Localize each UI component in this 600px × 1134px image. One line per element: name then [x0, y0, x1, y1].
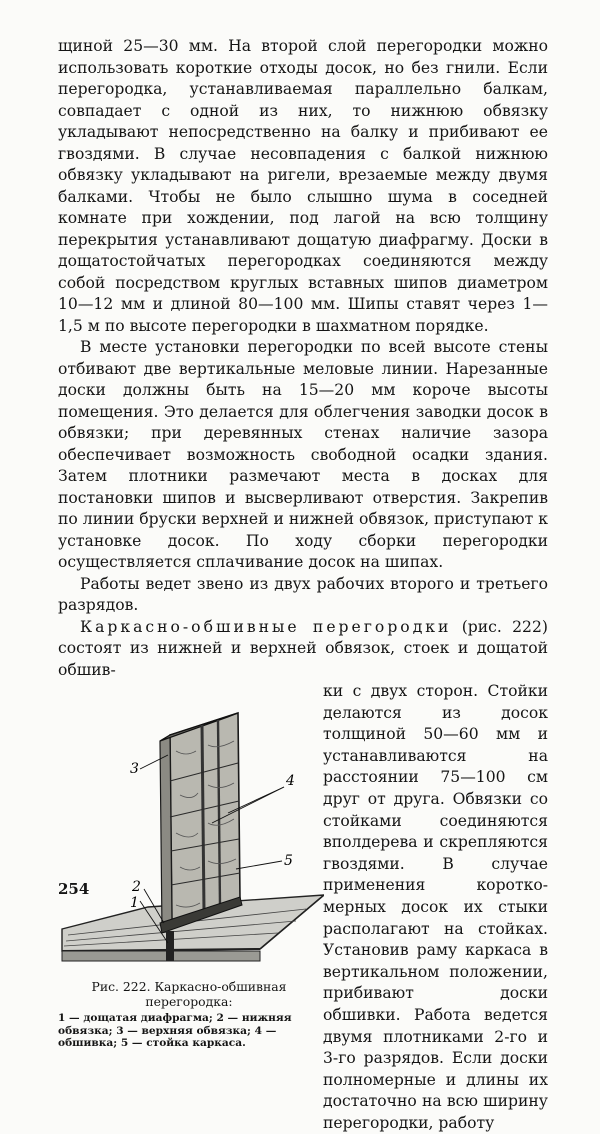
- stud: [202, 725, 204, 911]
- caption-legend: 1 — дощатая диафрагма; 2 — нижняя обвязка; 3 — верхняя обвязка; 4 — обшивка; 5 — стойка каркаса.: [58, 1012, 292, 1050]
- right-column: [323, 681, 548, 1134]
- page-number: 254: [58, 880, 90, 898]
- label-3: 3: [130, 761, 139, 777]
- figure-block: [58, 681, 548, 1132]
- partition-figure: [56, 711, 324, 965]
- partition-edge: [160, 735, 172, 931]
- paragraph-4-lead-text: (рис. 222) состоят из нижней и верхней обвязок, стоек и дощатой обшив-: [58, 617, 548, 679]
- text-column: [58, 36, 548, 1132]
- section-heading: Каркасно-обшивные перегородки: [80, 617, 452, 636]
- paragraph-4-right: ки с двух сторон. Стойки делаются из досок толщиной 50—60 мм и устанавливаются на расстоянии 75—100 см друг от друга. Обвязки со стойками соединяются вполдерева и скрепляются гвоздями. В случае применения короткомерных досок их стыки располагают на стойках. Установив раму каркаса в вертикальном положении, прибивают доски обшивки. Работа ведется двумя плотниками 2-го и 3-го разрядов. Если доски полномерные и длины их достаточно на всю ширину перегородки, работу: [323, 682, 548, 1132]
- paragraph-3: Работы ведет звено из двух рабочих второго и третьего разрядов.: [58, 574, 548, 614]
- floor-front: [62, 951, 260, 961]
- figure-caption: [58, 979, 320, 1050]
- label-5: 5: [284, 853, 293, 869]
- paragraph-2: В месте установки перегородки по всей высоте стены отбивают две вертикальные меловые линии. Нарезанные доски должны быть на 15—20 мм короче высоты помещения. Это делается для облегчения заводки досок в обвязки; при деревянных стенах наличие зазора обеспечивает возможность свободной осадки здания. Затем плотники размечают места в досках для постановки шипов и высверливают отверстия. Закрепив по линии бруски верхней и нижней обвязок, приступают к установке досок. По ходу сборки перегородки осуществляется сплачивание досок на шипах.: [58, 338, 548, 571]
- diaphragm: [166, 931, 174, 961]
- label-2: 2: [132, 879, 141, 895]
- leader-5: [236, 861, 282, 869]
- caption-title: Рис. 222. Каркасно-обшивная перегородка:: [91, 979, 287, 1009]
- paragraph-4-lead: [58, 617, 548, 682]
- paragraph-1: щиной 25—30 мм. На второй слой перегородки можно использовать короткие отходы досок, но без гнили. Если перегородка, устанавливаемая параллельно балкам, совпадает с одной из них, то нижнюю обвязку укладывают непосредственно на балку и прибивают ее гвоздями. В случае несовпадения с балкой нижнюю обвязку укладывают на ригели, врезаемые между двумя балками. Чтобы не было слышно шума в соседней комнате при хождении, под лагой на всю толщину перекрытия устанавливают дощатую диафрагму. Доски в дощатостойчатых перегородках соединяются между собой посредством круглых вставных шипов диаметром 10—12 мм и длиной 80—100 мм. Шипы ставят через 1—1,5 м по высоте перегородки в шахматном порядке.: [58, 37, 548, 335]
- label-4: 4: [286, 773, 295, 789]
- label-1: 1: [130, 895, 139, 911]
